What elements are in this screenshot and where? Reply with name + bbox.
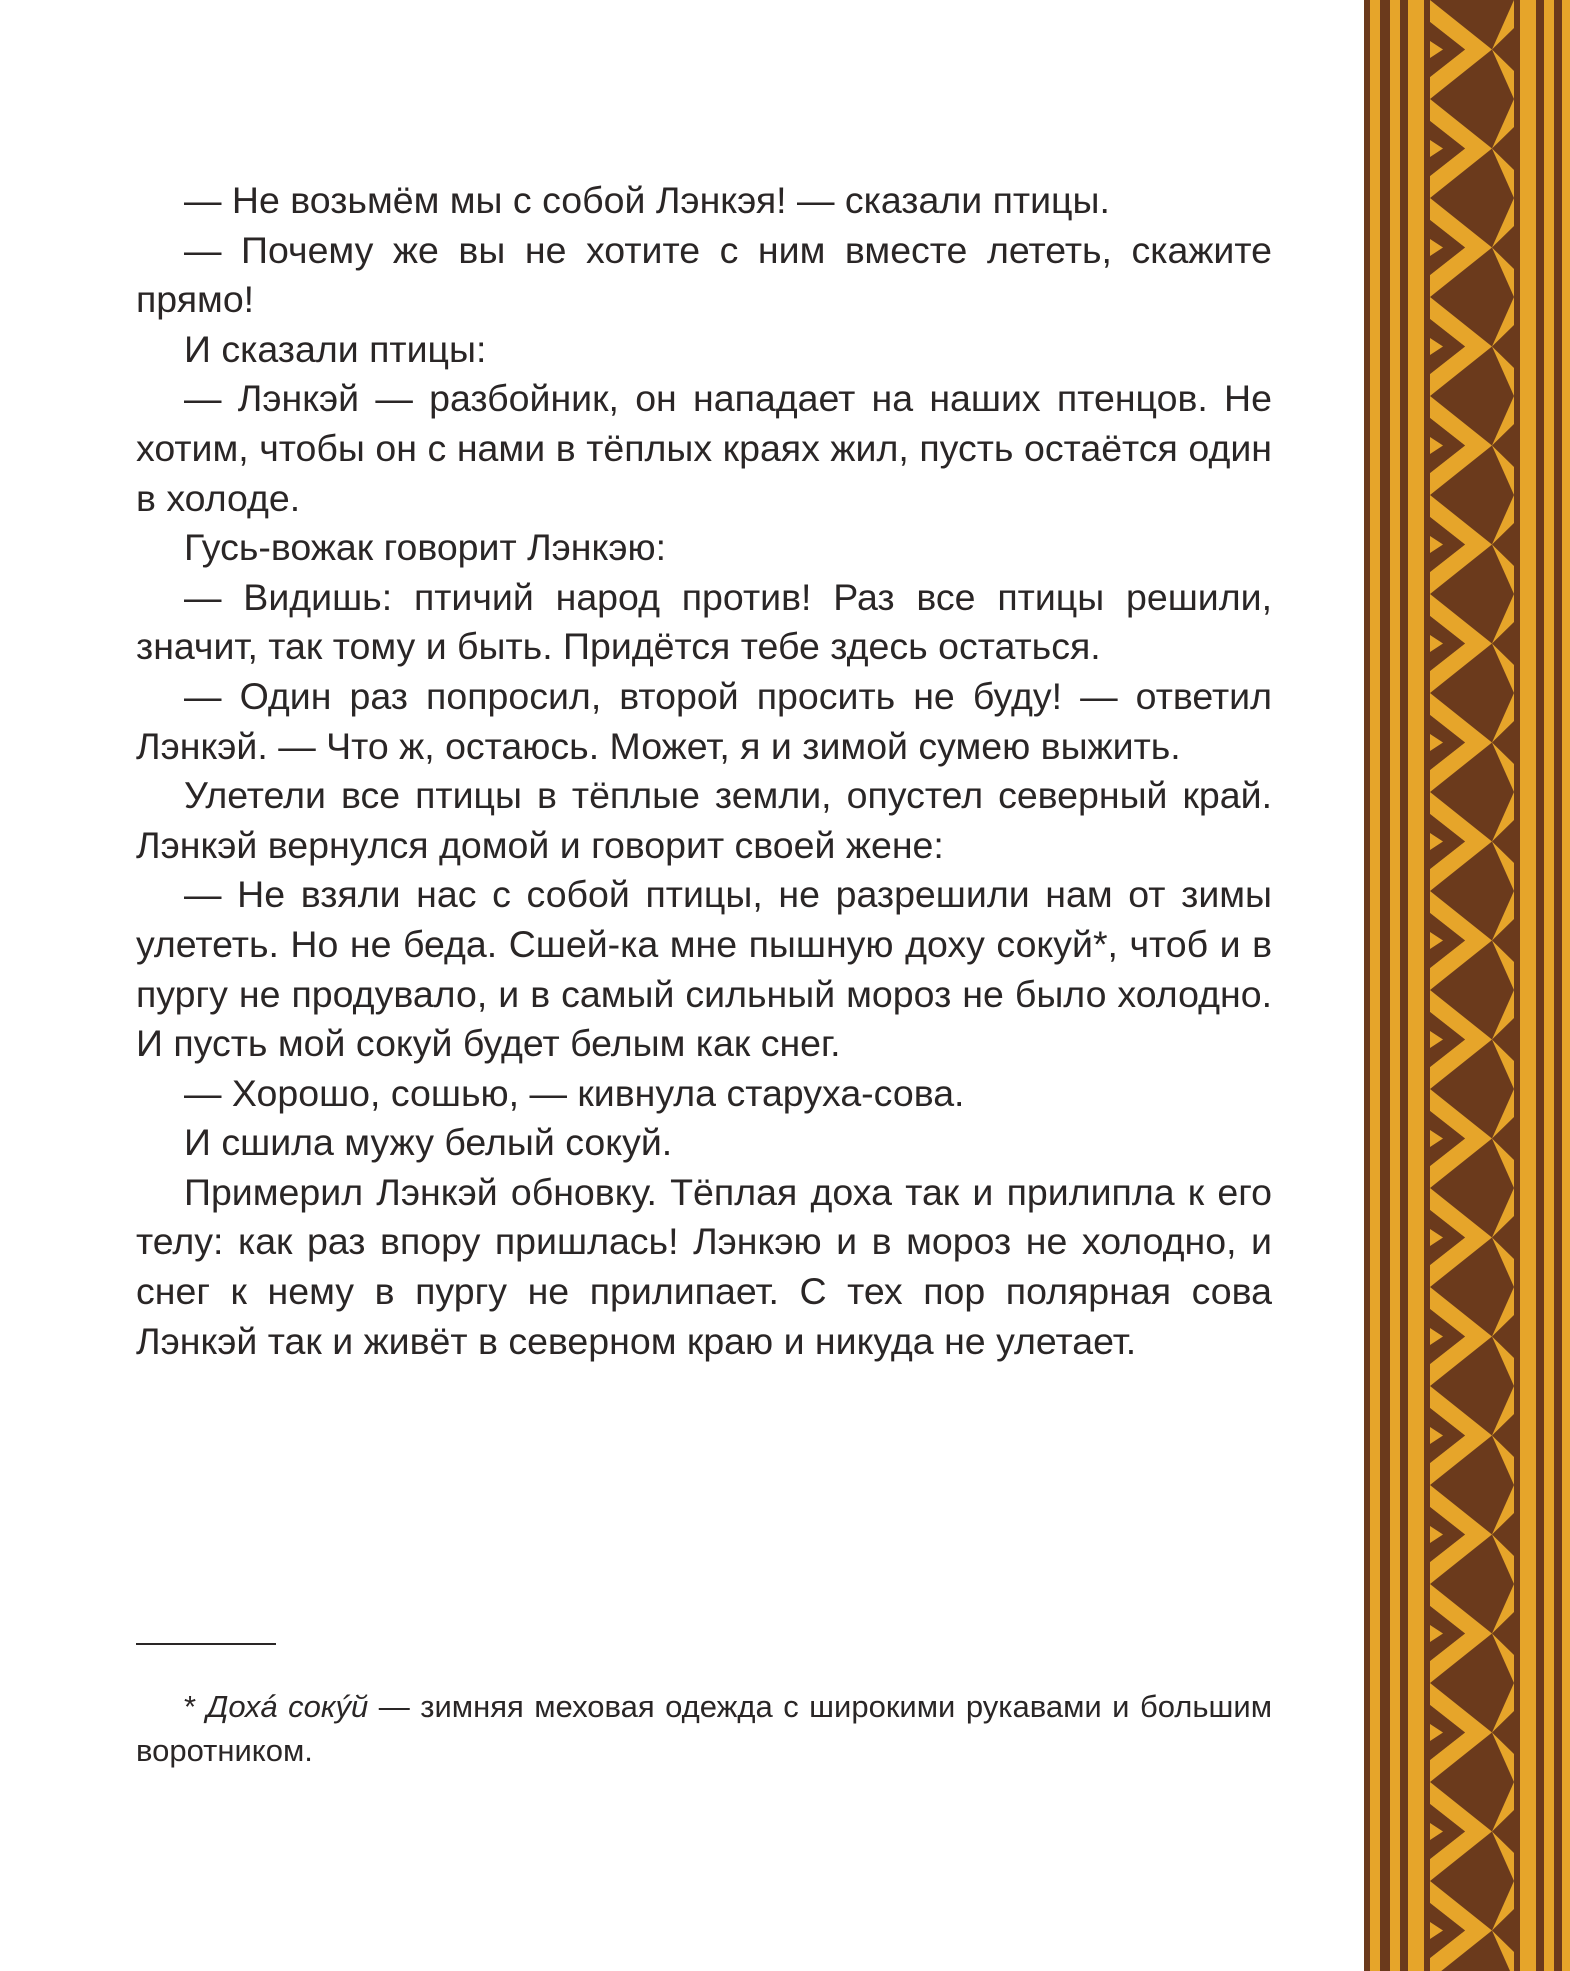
footnote (136, 1685, 1272, 1773)
footnote-marker: * (184, 1689, 207, 1724)
paragraph: И сказали птицы: (184, 327, 487, 370)
ornamental-border (1364, 0, 1570, 1971)
paragraph: — Не возьмём мы с собой Лэнкэя! — сказали птицы. (184, 179, 1110, 221)
footnote-text (136, 1685, 1272, 1773)
paragraph: Улетели все птицы в тёплые земли, опустел северный край. Лэнкэй вернулся домой и говорит своей жене: (136, 774, 1272, 866)
footnote-term: Дохá сокýй (206, 1689, 369, 1724)
paragraph: — Лэнкэй — разбойник, он нападает на наших птенцов. Не хотим, чтобы он с нами в тёплых краях жил, пусть остаётся один в холоде. (136, 377, 1272, 519)
paragraph: Примерил Лэнкэй обновку. Тёплая доха так и прилипла к его телу: как раз впору пришлась! Лэнкэю и в мороз не холодно, и снег к нему в пургу не прилипает. С тех пор полярная сова Лэнкэй так и живёт в северном краю и никуда не улетает. (136, 1170, 1272, 1362)
paragraph: — Хорошо, сошью, — кивнула старуха-сова. (184, 1071, 965, 1114)
footnote-definition: — зимняя меховая одежда с широкими рукавами и большим воротником. (136, 1689, 1273, 1768)
paragraph: — Не взяли нас с собой птицы, не разрешили нам от зимы улететь. Но не беда. Сшей-ка мне пышную доху сокуй*, чтоб и в пургу не продувало, и в самый сильный мороз не было холодно. И пусть мой сокуй будет белым как снег. (136, 873, 1272, 1065)
footnote-divider (136, 1643, 276, 1645)
paragraph: — Видишь: птичий народ против! Раз все птицы решили, значит, так тому и быть. Придётся тебе здесь остаться. (136, 575, 1272, 668)
paragraph: — Один раз попросил, второй просить не буду! — ответил Лэнкэй. — Что ж, остаюсь. Может, я и зимой сумею выжить. (136, 674, 1272, 767)
paragraph: И сшила мужу белый сокуй. (184, 1121, 673, 1164)
story-text (136, 176, 1272, 1366)
paragraph: — Почему же вы не хотите с ним вместе лететь, скажите прямо! (136, 228, 1272, 321)
paragraph: Гусь-вожак говорит Лэнкэю: (184, 526, 667, 569)
